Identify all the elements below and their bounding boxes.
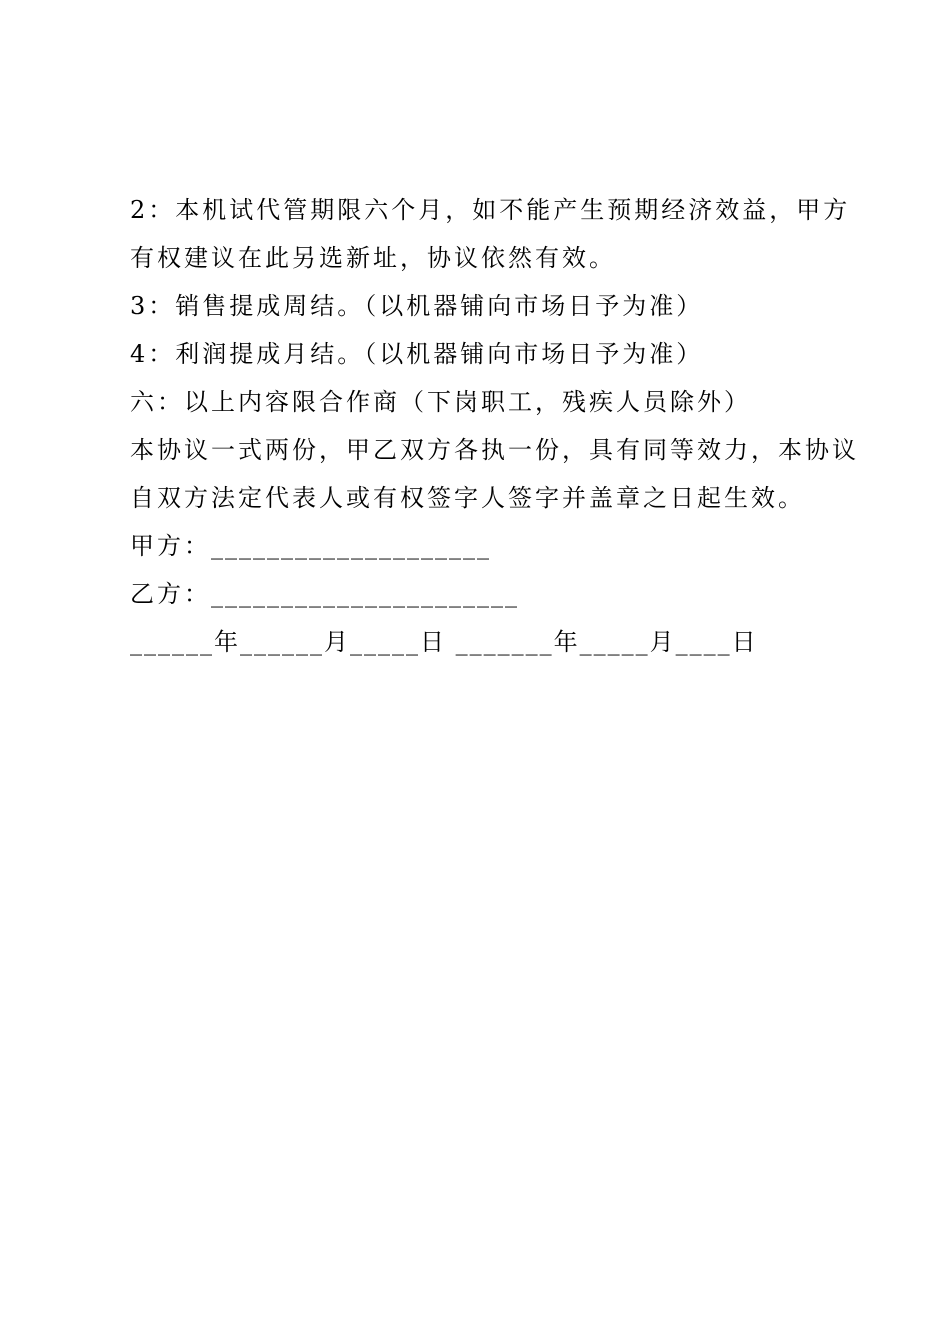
clause-3: 3：销售提成周结。（以机器铺向市场日予为准） — [130, 292, 704, 320]
party-b-signature — [130, 570, 830, 618]
clause-six: 六：以上内容限合作商（下岗职工，残疾人员除外） — [130, 388, 751, 416]
party-b-blank: ______________________ — [211, 580, 519, 608]
date-line — [130, 618, 830, 666]
party-a-signature — [130, 522, 830, 570]
party-b-label: 乙方： — [130, 580, 211, 608]
party-a-label: 甲方： — [130, 532, 211, 560]
effectivity-line-2: 自双方法定代表人或有权签字人签字并盖章之日起生效。 — [130, 484, 805, 512]
clause-2-line-1: 2：本机试代管期限六个月，如不能产生预期经济效益，甲方 — [130, 196, 851, 224]
effectivity-line-1: 本协议一式两份，甲乙双方各执一份，具有同等效力，本协议 — [130, 436, 859, 464]
agreement-body — [130, 186, 859, 666]
signing-dates: ______年______月_____日 _______年_____月____日 — [130, 628, 758, 656]
party-a-blank: ____________________ — [211, 532, 491, 560]
clause-2-line-2: 有权建议在此另选新址，协议依然有效。 — [130, 244, 616, 272]
clause-4: 4：利润提成月结。（以机器铺向市场日予为准） — [130, 340, 704, 368]
